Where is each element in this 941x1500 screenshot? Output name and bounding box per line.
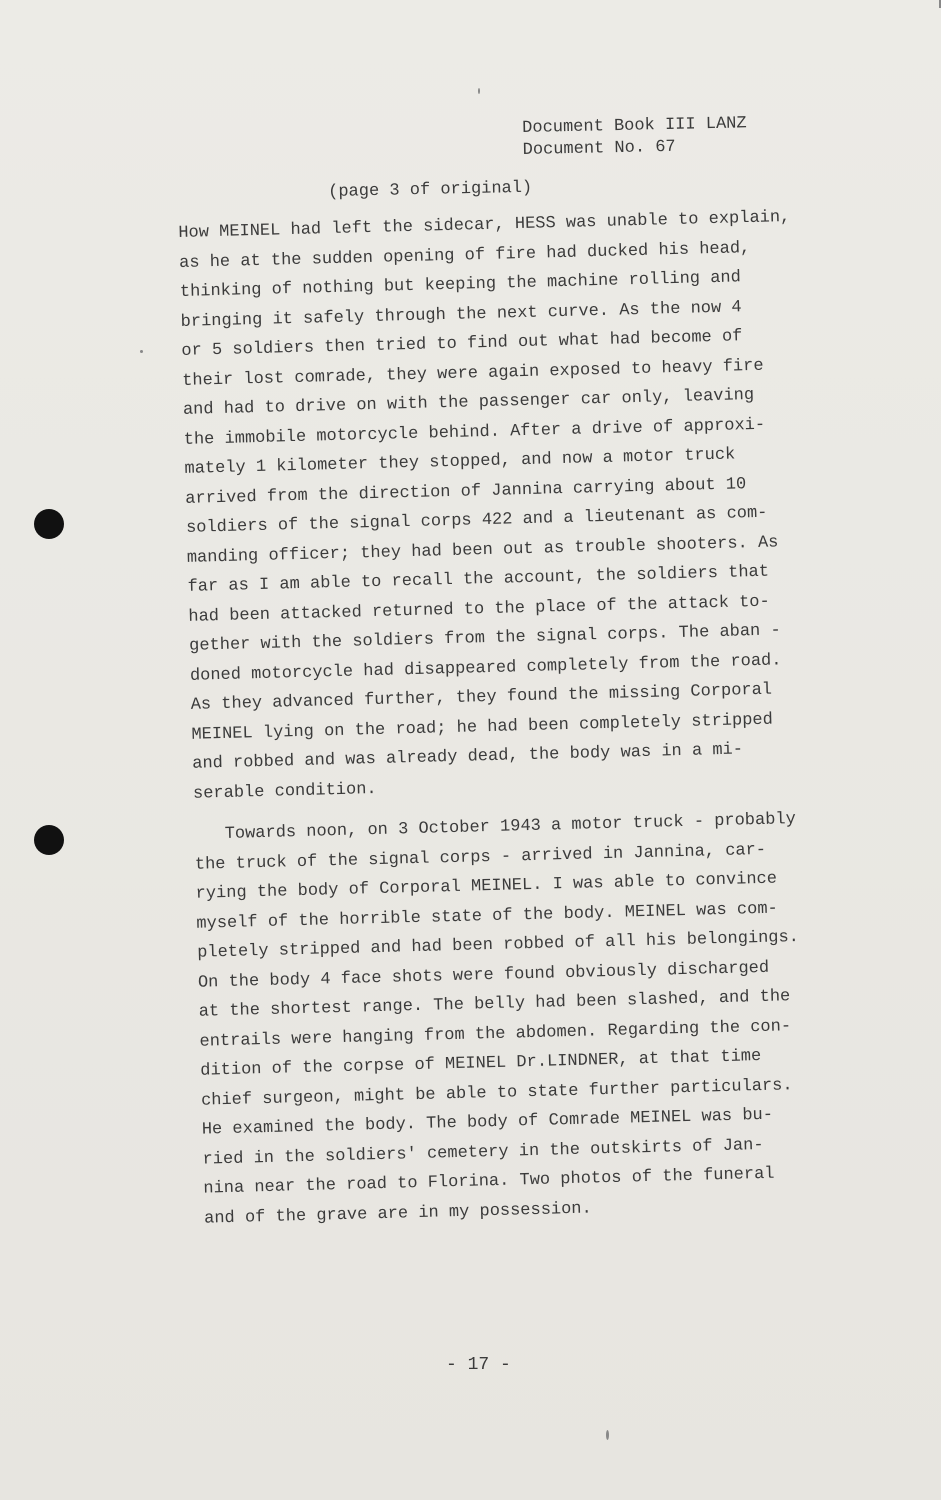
speck — [140, 350, 143, 353]
header-line-2: Document No. 67 — [522, 137, 676, 160]
text-line: and robbed and was already dead, the body was in a mi- — [192, 740, 744, 774]
text-line: How MEINEL had left the sidecar, HESS was unable to explain, — [178, 207, 791, 243]
text-line: Towards noon, on 3 October 1943 a motor truck - probably — [193, 810, 797, 845]
page-of-original: (page 3 of original) — [328, 178, 533, 202]
punch-hole-bottom — [34, 825, 64, 855]
text-line: As they advanced further, they found the missing Corporal — [190, 680, 773, 715]
text-line: or 5 soldiers then tried to find out what had become of — [181, 327, 743, 361]
text-line: the truck of the signal corps - arrived in Jannina, car- — [194, 840, 767, 875]
text-line: the immobile motorcycle behind. After a drive of approxi- — [183, 415, 766, 450]
document-header — [522, 110, 883, 162]
text-line: dition of the corpse of MEINEL Dr.LINDNER, at that time — [200, 1047, 762, 1081]
speck — [478, 88, 480, 94]
text-line: pletely stripped and had been robbed of all his belongings. — [196, 927, 800, 963]
text-line: MEINEL lying on the road; he had been completely stripped — [191, 710, 774, 745]
paragraph-2 — [194, 802, 905, 1233]
text-line: arrived from the direction of Jannina carrying about 10 — [185, 474, 747, 509]
text-line: entrails were hanging from the abdomen. Regarding the con- — [199, 1016, 792, 1052]
text-line: ried in the soldiers' cemetery in the outskirts of Jan- — [202, 1135, 764, 1170]
text-line: and had to drive on with the passenger car only, leaving — [182, 385, 755, 420]
document-body — [178, 201, 904, 1234]
text-line: nina near the road to Florina. Two photos of the funeral — [203, 1164, 775, 1199]
text-line: On the body 4 face shots were found obviously discharged — [197, 958, 770, 993]
text-line: manding officer; they had been out as trouble shooters. As — [186, 532, 779, 568]
text-line: mately 1 kilometer they stopped, and now a motor truck — [184, 445, 736, 479]
text-line: chief surgeon, might be able to state further particulars. — [200, 1075, 793, 1111]
text-line: He examined the body. The body of Comrade MEINEL was bu- — [201, 1105, 774, 1140]
paragraph-1 — [178, 201, 893, 809]
text-line: had been attacked returned to the place of the attack to- — [188, 592, 770, 627]
text-line: at the shortest range. The belly had been slashed, and the — [198, 987, 791, 1022]
speck — [606, 1430, 609, 1440]
text-line: their lost comrade, they were again exposed to heavy fire — [181, 356, 764, 391]
header-line-1: Document Book III LANZ — [522, 114, 747, 138]
text-line: bringing it safely through the next curve. As the now 4 — [180, 297, 742, 332]
text-line: far as I am able to recall the account, the soldiers that — [187, 562, 770, 597]
text-line: thinking of nothing but keeping the machine rolling and — [179, 268, 742, 302]
punch-hole-top — [34, 509, 64, 539]
text-line: as he at the sudden opening of fire had ducked his head, — [178, 238, 751, 273]
text-line: serable condition. — [192, 779, 377, 804]
text-line: and of the grave are in my possession. — [203, 1199, 592, 1229]
page-number: - 17 - — [446, 1355, 511, 1375]
text-line: rying the body of Corporal MEINEL. I was able to convince — [195, 869, 778, 904]
text-line: myself of the horrible state of the body. MEINEL was com- — [196, 899, 779, 934]
text-line: gether with the soldiers from the signal corps. The aban - — [188, 621, 781, 656]
text-line: doned motorcycle had disappeared completely from the road. — [189, 650, 782, 686]
text-line: soldiers of the signal corps 422 and a lieutenant as com- — [185, 503, 768, 538]
